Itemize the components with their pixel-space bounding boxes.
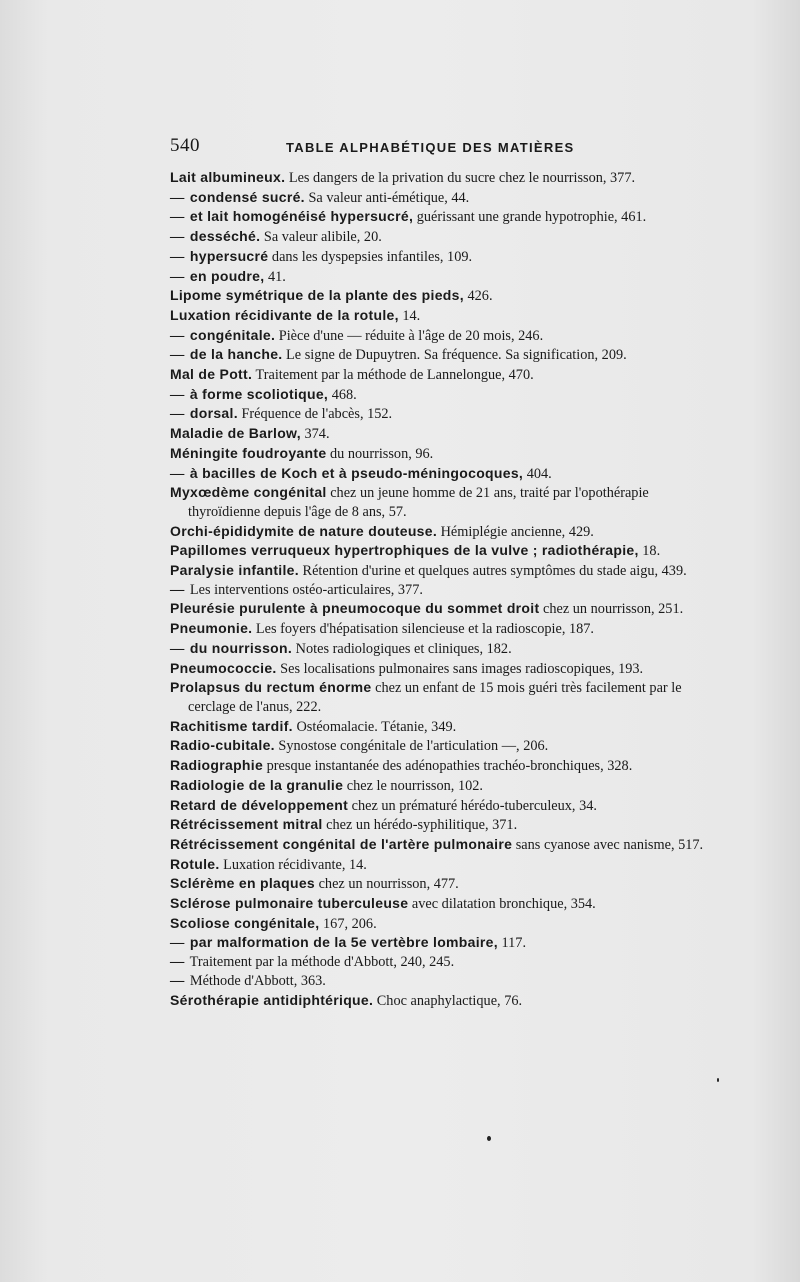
page-number: 540 xyxy=(170,135,200,156)
entry-text: 404. xyxy=(523,465,552,482)
entry-heading: et lait homogénéisé hypersucré, xyxy=(189,208,414,225)
entry-text: Traitement par la méthode d'Abbott, 240, 245. xyxy=(189,954,455,971)
entry-heading: Mal de Pott. xyxy=(170,366,253,383)
entry-heading: Maladie de Barlow, xyxy=(170,425,301,442)
entry-dash: — xyxy=(170,189,185,206)
entry-text: Pièce d'une — réduite à l'âge de 20 mois, 246. xyxy=(275,327,544,344)
entry-heading: Lipome symétrique de la plante des pieds, xyxy=(170,287,464,304)
index-entry xyxy=(170,483,715,521)
index-entry xyxy=(170,581,715,600)
entry-text: Les foyers d'hépatisation silencieuse et la radioscopie, 187. xyxy=(252,621,594,638)
entry-text: Fréquence de l'abcès, 152. xyxy=(237,406,393,423)
entry-text: Choc anaphylactique, 76. xyxy=(373,992,523,1009)
index-entry xyxy=(170,717,715,737)
entry-text: 426. xyxy=(463,288,493,305)
index-entry xyxy=(170,286,715,306)
index-entry xyxy=(170,736,715,756)
entry-text: Sa valeur alibile, 20. xyxy=(260,229,382,246)
entry-text: presque instantanée des adénopathies trachéo-bronchiques, 328. xyxy=(263,758,633,775)
entry-text: Ostéomalacie. Tétanie, 349. xyxy=(292,718,457,735)
index-entry xyxy=(170,835,715,855)
entry-text: chez un enfant de 15 mois guéri très facilement par le cerclage de l'anus, 222. xyxy=(188,680,682,715)
entry-heading: Pleurésie purulente à pneumocoque du sommet droit xyxy=(170,600,540,617)
index-entry xyxy=(170,914,715,934)
entry-dash: — xyxy=(170,406,185,423)
entry-text: Rétention d'urine et quelques autres symptômes du stade aigu, 439. xyxy=(298,563,687,580)
index-entry xyxy=(170,464,715,484)
entry-text: chez le nourrisson, 102. xyxy=(343,777,483,794)
entry-heading: par malformation de la 5e vertèbre lombaire, xyxy=(189,934,498,951)
entry-text: chez un nourrisson, 477. xyxy=(315,876,459,893)
entry-dash: — xyxy=(170,935,185,952)
entry-heading: Méningite foudroyante xyxy=(170,444,327,461)
index-entry xyxy=(170,207,715,227)
entry-heading: congénitale. xyxy=(189,326,276,343)
index-entry xyxy=(170,561,715,581)
index-entry xyxy=(170,933,715,953)
entry-heading: en poudre, xyxy=(189,267,265,284)
entry-heading: Radiologie de la granulie xyxy=(170,776,344,793)
index-entry xyxy=(170,168,715,188)
entry-text: chez un hérédo-syphilitique, 371. xyxy=(322,817,518,834)
entry-text: du nourrisson, 96. xyxy=(326,445,434,462)
index-entry xyxy=(170,619,715,639)
entry-heading: condensé sucré. xyxy=(189,188,305,205)
entry-heading: Rotule. xyxy=(170,855,220,872)
index-entry xyxy=(170,776,715,796)
index-entry xyxy=(170,444,715,464)
entry-dash: — xyxy=(170,954,185,971)
index-entry xyxy=(170,991,715,1011)
entry-dash: — xyxy=(170,209,185,226)
entry-heading: Rétrécissement mitral xyxy=(170,816,323,833)
index-entry xyxy=(170,972,715,991)
entry-heading: Orchi-épididymite de nature douteuse. xyxy=(170,522,438,539)
entry-text: Le signe de Dupuytren. Sa fréquence. Sa signification, 209. xyxy=(282,347,627,364)
entry-text: chez un jeune homme de 21 ans, traité par l'opothérapie thyroïdienne depuis l'âge de 8 ans, 57. xyxy=(188,485,649,520)
entry-text: 374. xyxy=(300,426,330,443)
index-entry xyxy=(170,385,715,405)
entry-text: sans cyanose avec nanisme, 517. xyxy=(512,836,704,853)
entry-text: 167, 206. xyxy=(319,915,377,932)
index-entry xyxy=(170,306,715,326)
ink-speck xyxy=(487,1136,491,1141)
entry-heading: Rétrécissement congénital de l'artère pulmonaire xyxy=(170,835,513,852)
alphabetical-index xyxy=(170,168,715,1010)
entry-heading: de la hanche. xyxy=(189,346,283,363)
entry-heading: Paralysie infantile. xyxy=(170,562,299,579)
entry-heading: Radiographie xyxy=(170,757,264,774)
entry-dash: — xyxy=(170,229,185,246)
index-entry xyxy=(170,639,715,659)
entry-text: Ses localisations pulmonaires sans images radioscopiques, 193. xyxy=(276,660,644,677)
entry-text: 117. xyxy=(497,935,527,952)
entry-heading: desséché. xyxy=(189,228,261,245)
index-entry xyxy=(170,267,715,287)
entry-heading: Scoliose congénitale, xyxy=(170,914,320,931)
entry-dash: — xyxy=(170,581,185,598)
index-entry xyxy=(170,326,715,346)
entry-heading: Myxœdème congénital xyxy=(170,484,327,501)
index-entry xyxy=(170,227,715,247)
entry-heading: dorsal. xyxy=(189,405,238,422)
entry-text: avec dilatation bronchique, 354. xyxy=(408,896,596,913)
index-entry xyxy=(170,424,715,444)
index-entry xyxy=(170,796,715,816)
entry-heading: Prolapsus du rectum énorme xyxy=(170,679,372,696)
entry-dash: — xyxy=(170,347,185,364)
entry-heading: Rachitisme tardif. xyxy=(170,717,293,734)
index-entry xyxy=(170,756,715,776)
index-entry xyxy=(170,345,715,365)
index-entry xyxy=(170,599,715,619)
entry-text: chez un prématuré hérédo-tuberculeux, 34. xyxy=(348,797,597,814)
entry-text: 18. xyxy=(638,543,661,560)
entry-text: 14. xyxy=(398,307,421,324)
index-entry xyxy=(170,404,715,424)
index-entry xyxy=(170,522,715,542)
index-entry xyxy=(170,188,715,208)
entry-text: Notes radiologiques et cliniques, 182. xyxy=(292,640,512,657)
entry-heading: Sclérème en plaques xyxy=(170,875,315,892)
entry-text: Les interventions ostéo-articulaires, 377. xyxy=(189,581,423,598)
entry-text: Les dangers de la privation du sucre chez le nourrisson, 377. xyxy=(285,170,636,186)
index-entry xyxy=(170,815,715,835)
entry-heading: Radio-cubitale. xyxy=(170,737,275,754)
entry-heading: à forme scoliotique, xyxy=(189,385,329,402)
entry-heading: Retard de développement xyxy=(170,796,349,813)
index-entry xyxy=(170,855,715,875)
page-header xyxy=(170,135,715,161)
entry-text: guérissant une grande hypotrophie, 461. xyxy=(413,209,647,226)
index-entry xyxy=(170,874,715,894)
entry-dash: — xyxy=(170,268,185,285)
index-entry xyxy=(170,894,715,914)
entry-heading: hypersucré xyxy=(189,247,269,264)
entry-text: Hémiplégie ancienne, 429. xyxy=(437,523,594,540)
entry-heading: Lait albumineux. xyxy=(170,169,286,185)
entry-text: Méthode d'Abbott, 363. xyxy=(189,972,326,989)
entry-text: Luxation récidivante, 14. xyxy=(219,856,367,873)
entry-heading: du nourrisson. xyxy=(189,639,293,656)
entry-text: Sa valeur anti-émétique, 44. xyxy=(304,189,470,206)
index-entry xyxy=(170,953,715,972)
index-entry xyxy=(170,247,715,267)
entry-dash: — xyxy=(170,386,185,403)
index-entry xyxy=(170,659,715,679)
index-entry xyxy=(170,678,715,716)
entry-dash: — xyxy=(170,248,185,265)
entry-heading: Luxation récidivante de la rotule, xyxy=(170,306,399,323)
entry-dash: — xyxy=(170,640,185,657)
entry-text: Traitement par la méthode de Lannelongue, 470. xyxy=(252,367,534,384)
entry-heading: Pneumococcie. xyxy=(170,659,277,676)
running-title: TABLE ALPHABÉTIQUE DES MATIÈRES xyxy=(286,140,575,155)
entry-heading: Sérothérapie antidiphtérique. xyxy=(170,991,374,1008)
entry-heading: Pneumonie. xyxy=(170,620,253,637)
entry-text: chez un nourrisson, 251. xyxy=(539,601,684,618)
entry-text: dans les dyspepsies infantiles, 109. xyxy=(268,248,473,265)
entry-dash: — xyxy=(170,972,185,989)
entry-dash: — xyxy=(170,327,185,344)
entry-heading: à bacilles de Koch et à pseudo-méningocoques, xyxy=(189,464,524,481)
index-entry xyxy=(170,541,715,561)
index-entry xyxy=(170,365,715,385)
entry-heading: Sclérose pulmonaire tuberculeuse xyxy=(170,895,409,912)
ink-speck xyxy=(717,1078,719,1082)
entry-text: 41. xyxy=(264,268,286,285)
entry-dash: — xyxy=(170,465,185,482)
entry-heading: Papillomes verruqueux hypertrophiques de la vulve ; radiothérapie, xyxy=(170,542,639,559)
entry-text: 468. xyxy=(328,386,357,403)
entry-text: Synostose congénitale de l'articulation —, 206. xyxy=(274,738,549,755)
